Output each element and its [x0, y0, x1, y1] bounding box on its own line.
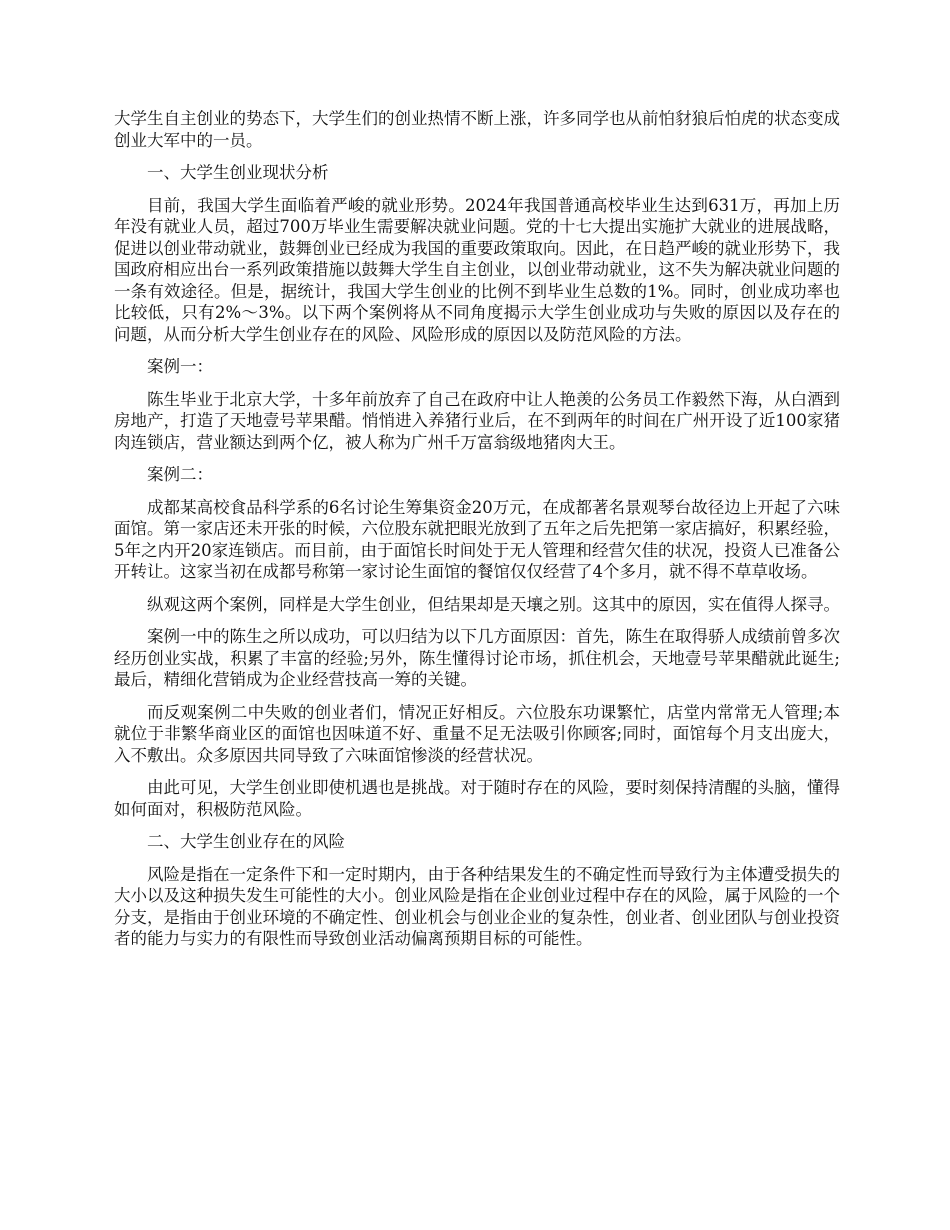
section-heading-2: 二、大学生创业存在的风险 [147, 832, 345, 851]
case-one-heading: 案例一： [147, 357, 213, 376]
risk-definition-paragraph: 风险是指在一定条件下和一定时期内，由于各种结果发生的不确定性而导致行为主体遭受损失的大小以及这种损失发生可能性的大小。创业风险是指在企业创业过程中存在的风险，属于风险的一个分支，是指由于创业环境的不确定性、创业机会与创业企业的复杂性，创业者、创业团队与创业投资者的能力与实力的有限性而导致创业活动偏离预期目标的可能性。 [114, 864, 840, 948]
case-two-heading: 案例二： [147, 465, 213, 484]
case-one-analysis-paragraph: 案例一中的陈生之所以成功，可以归结为以下几方面原因：首先，陈生在取得骄人成绩前曾多次经历创业实战，积累了丰富的经验;另外，陈生懂得讨论市场，抓住机会，天地壹号苹果醋就此诞生;最后，精细化营销成为企业经营技高一筹的关键。 [114, 627, 840, 689]
document-body [114, 108, 840, 961]
case-two-analysis-paragraph: 而反观案例二中失败的创业者们，情况正好相反。六位股东功课繁忙，店堂内常常无人管理;本就位于非繁华商业区的面馆也因味道不好、重量不足无法吸引你顾客;同时，面馆每个月支出庞大，入不敷出。众多原因共同导致了六味面馆惨淡的经营状况。 [114, 702, 840, 765]
comparison-paragraph: 纵观这两个案例，同样是大学生创业，但结果却是天壤之别。这其中的原因，实在值得人探寻。 [147, 594, 840, 614]
intro-paragraph: 大学生自主创业的势态下，大学生们的创业热情不断上涨，许多同学也从前怕豺狼后怕虎的状态变成创业大军中的一员。 [114, 109, 840, 150]
case-one-paragraph: 陈生毕业于北京大学，十多年前放弃了自己在政府中让人艳羡的公务员工作毅然下海，从白酒到房地产，打造了天地壹号苹果醋。悄悄进入养猪行业后，在不到两年的时间在广州开设了近100家猪肉连锁店，营业额达到两个亿，被人称为广州千万富翁级地猪肉大王。 [114, 389, 840, 452]
case-two-paragraph: 成都某高校食品科学系的6名讨论生筹集资金20万元，在成都著名景观琴台故径边上开起了六味面馆。第一家店还未开张的时候，六位股东就把眼光放到了五年之后先把第一家店搞好，积累经验，5年之内开20家连锁店。而目前，由于面馆长时间处于无人管理和经营欠佳的状况，投资人已准备公开转让。这家当初在成都号称第一家讨论生面馆的餐馆仅仅经营了4个多月，就不得不草草收场。 [114, 497, 840, 581]
section-heading-1: 一、大学生创业现状分析 [147, 163, 329, 182]
conclusion-paragraph: 由此可见，大学生创业即使机遇也是挑战。对于随时存在的风险，要时刻保持清醒的头脑，懂得如何面对，积极防范风险。 [114, 778, 840, 819]
situation-paragraph: 目前，我国大学生面临着严峻的就业形势。2024年我国普通高校毕业生达到631万，再加上历年没有就业人员，超过700万毕业生需要解决就业问题。党的十七大提出实施扩大就业的进展战略，促进以创业带动就业，鼓舞创业已经成为我国的重要政策取向。因此，在日趋严峻的就业形势下，我国政府相应出台一系列政策措施以鼓舞大学生自主创业，以创业带动就业，这不失为解决就业问题的一条有效途径。但是，据统计，我国大学生创业的比例不到毕业生总数的1%。同时，创业成功率也比较低，只有2%～3%。以下两个案例将从不同角度揭示大学生创业成功与失败的原因以及存在的问题，从而分析大学生创业存在的风险、风险形成的原因以及防范风险的方法。 [114, 195, 840, 344]
